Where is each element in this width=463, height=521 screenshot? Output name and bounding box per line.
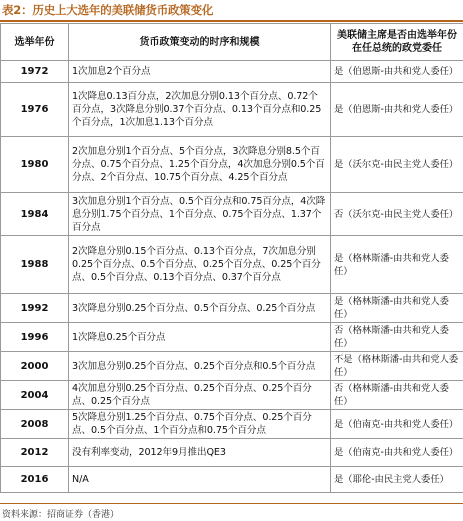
year-cell: 1980 (1, 137, 69, 193)
year-cell: 2008 (1, 410, 69, 439)
year-cell: 2000 (1, 352, 69, 381)
policy-cell: 1次降息0.25个百分点 (69, 323, 331, 352)
table-row (1, 294, 463, 323)
header-policy: 货币政策变动的时序和规模 (69, 24, 331, 61)
policy-cell: 3次加息分别0.25个百分点、0.25个百分点和0.5个百分点 (69, 352, 331, 381)
header-year: 选举年份 (1, 24, 69, 61)
header-row (1, 24, 463, 61)
year-cell: 2004 (1, 381, 69, 410)
party-cell: 是（沃尔克-由民主党人委任） (331, 137, 463, 193)
year-cell: 1988 (1, 236, 69, 294)
table-row (1, 352, 463, 381)
table-row (1, 381, 463, 410)
policy-cell: 5次降息分别1.25个百分点、0.75个百分点、0.25个百分点、0.5个百分点、1个百分点和0.75个百分点 (69, 410, 331, 439)
header-party: 美联储主席是否由选举年份在任总统的政党委任 (331, 24, 463, 61)
party-cell: 是（格林斯潘-由共和党人委任） (331, 294, 463, 323)
party-cell: 否（格林斯潘-由共和党人委任） (331, 323, 463, 352)
table-row (1, 323, 463, 352)
table-row (1, 410, 463, 439)
year-cell: 2016 (1, 467, 69, 493)
policy-cell: 2次加息分别1个百分点、5个百分点，3次降息分别8.5个百分点、0.75个百分点、1.25个百分点，4次加息分别0.5个百分点、2个百分点、10.75个百分点、4.25个百分点 (69, 137, 331, 193)
party-cell: 否（沃尔克-由民主党人委任） (331, 193, 463, 236)
source-note: 资料来源：招商证券（香港） (2, 510, 120, 520)
table-row (1, 83, 463, 137)
policy-cell: N/A (69, 467, 331, 493)
year-cell: 1976 (1, 83, 69, 137)
party-cell: 是（伯南克-由共和党人委任） (331, 439, 463, 467)
party-cell: 不是（格林斯潘-由共和党人委任） (331, 352, 463, 381)
policy-table (0, 23, 463, 493)
policy-cell: 2次降息分别0.15个百分点、0.13个百分点，7次加息分别0.25个百分点、0.5个百分点、0.25个百分点、0.25个百分点、0.5个百分点、0.13个百分点、0.37个百分点 (69, 236, 331, 294)
party-cell: 是（伯恩斯-由共和党人委任） (331, 83, 463, 137)
year-cell: 1996 (1, 323, 69, 352)
policy-cell: 1次降息0.13百分点，2次加息分别0.13个百分点、0.72个百分点，3次降息分别0.37个百分点、0.13个百分点和0.25个百分点，1次加息1.13个百分点 (69, 83, 331, 137)
policy-cell: 3次加息分别1个百分点、0.5个百分点和0.75百分点，4次降息分别1.75个百分点、1个百分点、0.75个百分点、1.37个百分点 (69, 193, 331, 236)
table-row (1, 236, 463, 294)
bottom-divider (0, 503, 463, 504)
table-row (1, 193, 463, 236)
policy-cell: 3次降息分别0.25个百分点、0.5个百分点、0.25个百分点 (69, 294, 331, 323)
party-cell: 是（格林斯潘-由共和党人委任） (331, 236, 463, 294)
year-cell: 2012 (1, 439, 69, 467)
party-cell: 是（耶伦-由民主党人委任） (331, 467, 463, 493)
table-row (1, 137, 463, 193)
table-row (1, 467, 463, 493)
party-cell: 是（伯恩斯-由共和党人委任） (331, 61, 463, 83)
party-cell: 否（格林斯潘-由共和党人委任） (331, 381, 463, 410)
policy-cell: 4次加息分别0.25个百分点、0.25个百分点、0.25个百分点、0.25个百分点 (69, 381, 331, 410)
policy-cell: 1次加息2个百分点 (69, 61, 331, 83)
policy-cell: 没有利率变动，2012年9月推出QE3 (69, 439, 331, 467)
table-row (1, 439, 463, 467)
year-cell: 1972 (1, 61, 69, 83)
table-row (1, 61, 463, 83)
title-divider (0, 20, 463, 22)
year-cell: 1984 (1, 193, 69, 236)
table-title: 表2：历史上大选年的美联储货币政策变化 (2, 3, 214, 17)
party-cell: 是（伯南克-由共和党人委任） (331, 410, 463, 439)
year-cell: 1992 (1, 294, 69, 323)
